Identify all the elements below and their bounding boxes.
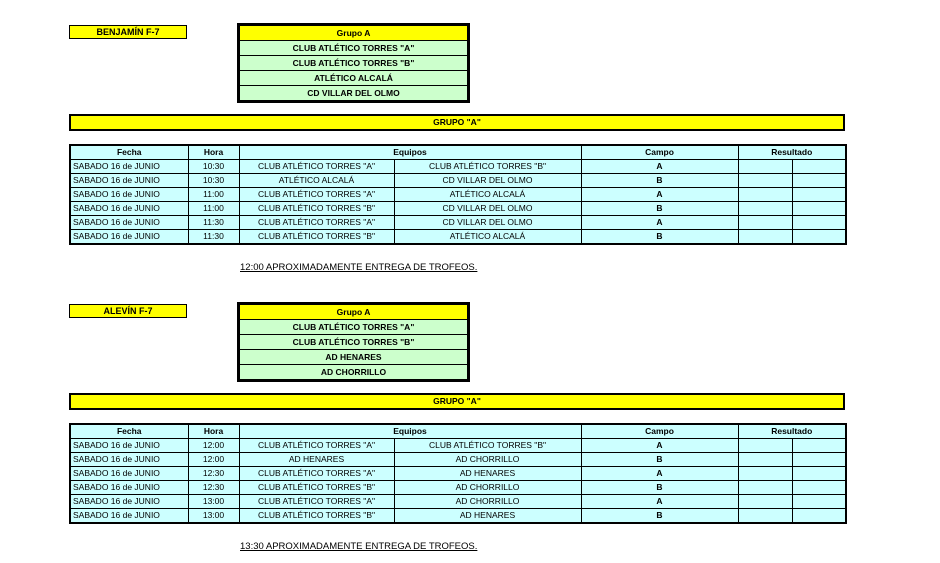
- table-row: [70, 230, 846, 245]
- result-away-cell: [792, 509, 846, 524]
- table-row: [70, 439, 846, 453]
- campo-cell: B: [581, 230, 738, 245]
- campo-cell: A: [581, 439, 738, 453]
- group-title: Grupo A: [240, 305, 467, 320]
- table-header-row: [70, 145, 846, 160]
- fecha-cell: SABADO 16 de JUNIO: [70, 439, 188, 453]
- result-away-cell: [792, 467, 846, 481]
- table-row: [70, 467, 846, 481]
- category-label: BENJAMÍN F-7: [69, 25, 187, 39]
- hora-cell: 11:30: [188, 230, 239, 245]
- hora-cell: 10:30: [188, 160, 239, 174]
- table-row: [70, 160, 846, 174]
- team-entry: AD CHORRILLO: [240, 365, 467, 379]
- fecha-cell: SABADO 16 de JUNIO: [70, 230, 188, 245]
- fecha-cell: SABADO 16 de JUNIO: [70, 453, 188, 467]
- table-row: [70, 495, 846, 509]
- result-away-cell: [792, 481, 846, 495]
- result-away-cell: [792, 216, 846, 230]
- campo-cell: A: [581, 160, 738, 174]
- fecha-cell: SABADO 16 de JUNIO: [70, 509, 188, 524]
- group-title: Grupo A: [240, 26, 467, 41]
- result-away-cell: [792, 453, 846, 467]
- result-away-cell: [792, 230, 846, 245]
- home-team-cell: ATLÉTICO ALCALÁ: [239, 174, 394, 188]
- home-team-cell: CLUB ATLÉTICO TORRES "A": [239, 439, 394, 453]
- hora-cell: 13:00: [188, 509, 239, 524]
- away-team-cell: AD HENARES: [394, 467, 581, 481]
- home-team-cell: CLUB ATLÉTICO TORRES "B": [239, 202, 394, 216]
- fecha-cell: SABADO 16 de JUNIO: [70, 467, 188, 481]
- header-resultado: Resultado: [738, 424, 846, 439]
- table-row: [70, 216, 846, 230]
- home-team-cell: CLUB ATLÉTICO TORRES "B": [239, 481, 394, 495]
- table-row: [70, 174, 846, 188]
- away-team-cell: CD VILLAR DEL OLMO: [394, 202, 581, 216]
- fecha-cell: SABADO 16 de JUNIO: [70, 174, 188, 188]
- home-team-cell: CLUB ATLÉTICO TORRES "A": [239, 467, 394, 481]
- home-team-cell: AD HENARES: [239, 453, 394, 467]
- result-home-cell: [738, 467, 792, 481]
- result-home-cell: [738, 188, 792, 202]
- team-entry: ATLÉTICO ALCALÁ: [240, 71, 467, 86]
- fecha-cell: SABADO 16 de JUNIO: [70, 216, 188, 230]
- result-home-cell: [738, 481, 792, 495]
- result-away-cell: [792, 174, 846, 188]
- away-team-cell: AD CHORRILLO: [394, 481, 581, 495]
- header-resultado: Resultado: [738, 145, 846, 160]
- home-team-cell: CLUB ATLÉTICO TORRES "A": [239, 188, 394, 202]
- header-equipos: Equipos: [239, 145, 581, 160]
- campo-cell: A: [581, 495, 738, 509]
- team-entry: CD VILLAR DEL OLMO: [240, 86, 467, 100]
- home-team-cell: CLUB ATLÉTICO TORRES "B": [239, 509, 394, 524]
- campo-cell: A: [581, 188, 738, 202]
- group-teams-box: [237, 23, 470, 103]
- fecha-cell: SABADO 16 de JUNIO: [70, 202, 188, 216]
- table-row: [70, 188, 846, 202]
- category-label: ALEVÍN F-7: [69, 304, 187, 318]
- hora-cell: 13:00: [188, 495, 239, 509]
- hora-cell: 11:00: [188, 202, 239, 216]
- campo-cell: B: [581, 453, 738, 467]
- away-team-cell: CLUB ATLÉTICO TORRES "B": [394, 160, 581, 174]
- campo-cell: B: [581, 481, 738, 495]
- home-team-cell: CLUB ATLÉTICO TORRES "A": [239, 216, 394, 230]
- table-row: [70, 453, 846, 467]
- hora-cell: 12:00: [188, 453, 239, 467]
- header-hora: Hora: [188, 145, 239, 160]
- header-equipos: Equipos: [239, 424, 581, 439]
- header-campo: Campo: [581, 424, 738, 439]
- fecha-cell: SABADO 16 de JUNIO: [70, 495, 188, 509]
- hora-cell: 12:30: [188, 481, 239, 495]
- away-team-cell: AD CHORRILLO: [394, 453, 581, 467]
- away-team-cell: CD VILLAR DEL OLMO: [394, 216, 581, 230]
- result-away-cell: [792, 495, 846, 509]
- away-team-cell: AD CHORRILLO: [394, 495, 581, 509]
- table-row: [70, 202, 846, 216]
- matches-table: [69, 423, 847, 524]
- team-entry: CLUB ATLÉTICO TORRES "B": [240, 335, 467, 350]
- trophy-note: 13:30 APROXIMADAMENTE ENTREGA DE TROFEOS.: [240, 541, 478, 552]
- away-team-cell: CD VILLAR DEL OLMO: [394, 174, 581, 188]
- result-home-cell: [738, 174, 792, 188]
- table-header-row: [70, 424, 846, 439]
- campo-cell: B: [581, 174, 738, 188]
- campo-cell: A: [581, 467, 738, 481]
- result-away-cell: [792, 202, 846, 216]
- team-entry: AD HENARES: [240, 350, 467, 365]
- result-home-cell: [738, 439, 792, 453]
- result-home-cell: [738, 202, 792, 216]
- result-home-cell: [738, 509, 792, 524]
- grupo-bar: GRUPO "A": [69, 393, 845, 410]
- header-hora: Hora: [188, 424, 239, 439]
- matches-body: [70, 160, 846, 245]
- trophy-note: 12:00 APROXIMADAMENTE ENTREGA DE TROFEOS.: [240, 262, 478, 273]
- table-row: [70, 509, 846, 524]
- team-entry: CLUB ATLÉTICO TORRES "A": [240, 320, 467, 335]
- home-team-cell: CLUB ATLÉTICO TORRES "B": [239, 230, 394, 245]
- table-row: [70, 481, 846, 495]
- result-away-cell: [792, 439, 846, 453]
- home-team-cell: CLUB ATLÉTICO TORRES "A": [239, 495, 394, 509]
- team-entry: CLUB ATLÉTICO TORRES "B": [240, 56, 467, 71]
- hora-cell: 12:30: [188, 467, 239, 481]
- result-home-cell: [738, 495, 792, 509]
- header-fecha: Fecha: [70, 424, 188, 439]
- hora-cell: 11:30: [188, 216, 239, 230]
- team-entry: CLUB ATLÉTICO TORRES "A": [240, 41, 467, 56]
- fecha-cell: SABADO 16 de JUNIO: [70, 481, 188, 495]
- result-away-cell: [792, 188, 846, 202]
- header-fecha: Fecha: [70, 145, 188, 160]
- away-team-cell: AD HENARES: [394, 509, 581, 524]
- away-team-cell: CLUB ATLÉTICO TORRES "B": [394, 439, 581, 453]
- result-home-cell: [738, 160, 792, 174]
- home-team-cell: CLUB ATLÉTICO TORRES "A": [239, 160, 394, 174]
- fecha-cell: SABADO 16 de JUNIO: [70, 160, 188, 174]
- header-campo: Campo: [581, 145, 738, 160]
- result-home-cell: [738, 453, 792, 467]
- away-team-cell: ATLÉTICO ALCALÁ: [394, 230, 581, 245]
- campo-cell: B: [581, 509, 738, 524]
- hora-cell: 10:30: [188, 174, 239, 188]
- result-away-cell: [792, 160, 846, 174]
- fecha-cell: SABADO 16 de JUNIO: [70, 188, 188, 202]
- hora-cell: 11:00: [188, 188, 239, 202]
- matches-table: [69, 144, 847, 245]
- matches-body: [70, 439, 846, 524]
- result-home-cell: [738, 216, 792, 230]
- grupo-bar: GRUPO "A": [69, 114, 845, 131]
- hora-cell: 12:00: [188, 439, 239, 453]
- away-team-cell: ATLÉTICO ALCALÁ: [394, 188, 581, 202]
- result-home-cell: [738, 230, 792, 245]
- campo-cell: A: [581, 216, 738, 230]
- group-teams-box: [237, 302, 470, 382]
- campo-cell: B: [581, 202, 738, 216]
